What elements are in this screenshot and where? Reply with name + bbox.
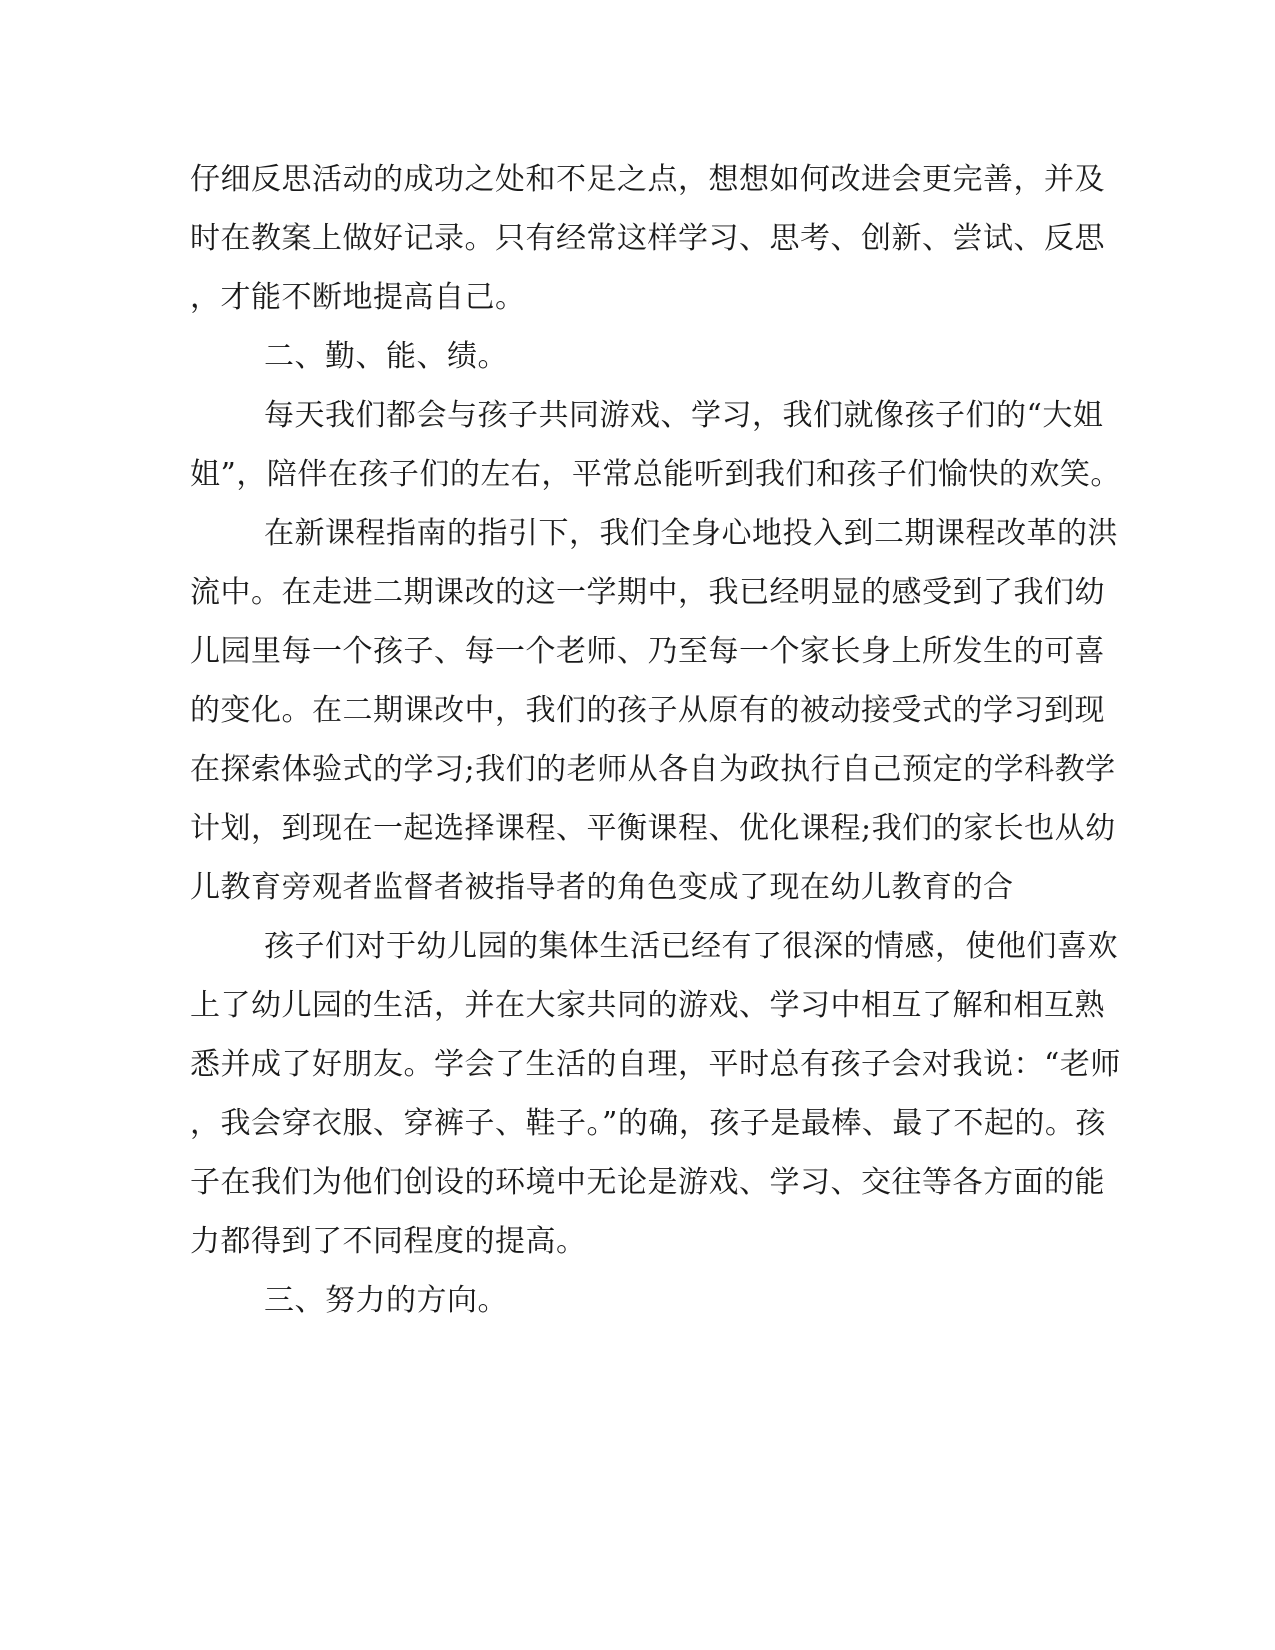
section-heading: 三、努力的方向。 <box>264 1283 508 1318</box>
text-line: ，才能不断地提高自己。 <box>190 280 526 315</box>
text-line: 儿教育旁观者监督者被指导者的角色变成了现在幼儿教育的合 <box>190 870 1014 905</box>
text-line: 时在教案上做好记录。只有经常这样学习、思考、创新、尝试、反思 <box>190 221 1105 256</box>
text-line: 每天我们都会与孩子共同游戏、学习，我们就像孩子们的“大姐 <box>264 398 1104 433</box>
text-line: 悉并成了好朋友。学会了生活的自理，平时总有孩子会对我说：“老师 <box>190 1047 1121 1082</box>
text-line: 计划，到现在一起选择课程、平衡课程、优化课程;我们的家长也从幼 <box>190 811 1116 846</box>
text-line: 姐”，陪伴在孩子们的左右，平常总能听到我们和孩子们愉快的欢笑。 <box>190 457 1121 492</box>
text-line: 孩子们对于幼儿园的集体生活已经有了很深的情感，使他们喜欢 <box>264 929 1118 964</box>
section-heading: 二、勤、能、绩。 <box>264 339 508 374</box>
text-line: 在探索体验式的学习;我们的老师从各自为政执行自己预定的学科教学 <box>190 752 1116 787</box>
text-line: 在新课程指南的指引下，我们全身心地投入到二期课程改革的洪 <box>264 516 1118 551</box>
text-line: 儿园里每一个孩子、每一个老师、乃至每一个家长身上所发生的可喜 <box>190 634 1105 669</box>
text-line: 子在我们为他们创设的环境中无论是游戏、学习、交往等各方面的能 <box>190 1165 1105 1200</box>
text-line: ，我会穿衣服、穿裤子、鞋子。”的确，孩子是最棒、最了不起的。孩 <box>190 1106 1106 1141</box>
text-line: 流中。在走进二期课改的这一学期中，我已经明显的感受到了我们幼 <box>190 575 1105 610</box>
text-line: 的变化。在二期课改中，我们的孩子从原有的被动接受式的学习到现 <box>190 693 1105 728</box>
text-line: 力都得到了不同程度的提高。 <box>190 1224 587 1259</box>
text-line: 仔细反思活动的成功之处和不足之点，想想如何改进会更完善，并及 <box>190 162 1105 197</box>
text-line: 上了幼儿园的生活，并在大家共同的游戏、学习中相互了解和相互熟 <box>190 988 1105 1023</box>
